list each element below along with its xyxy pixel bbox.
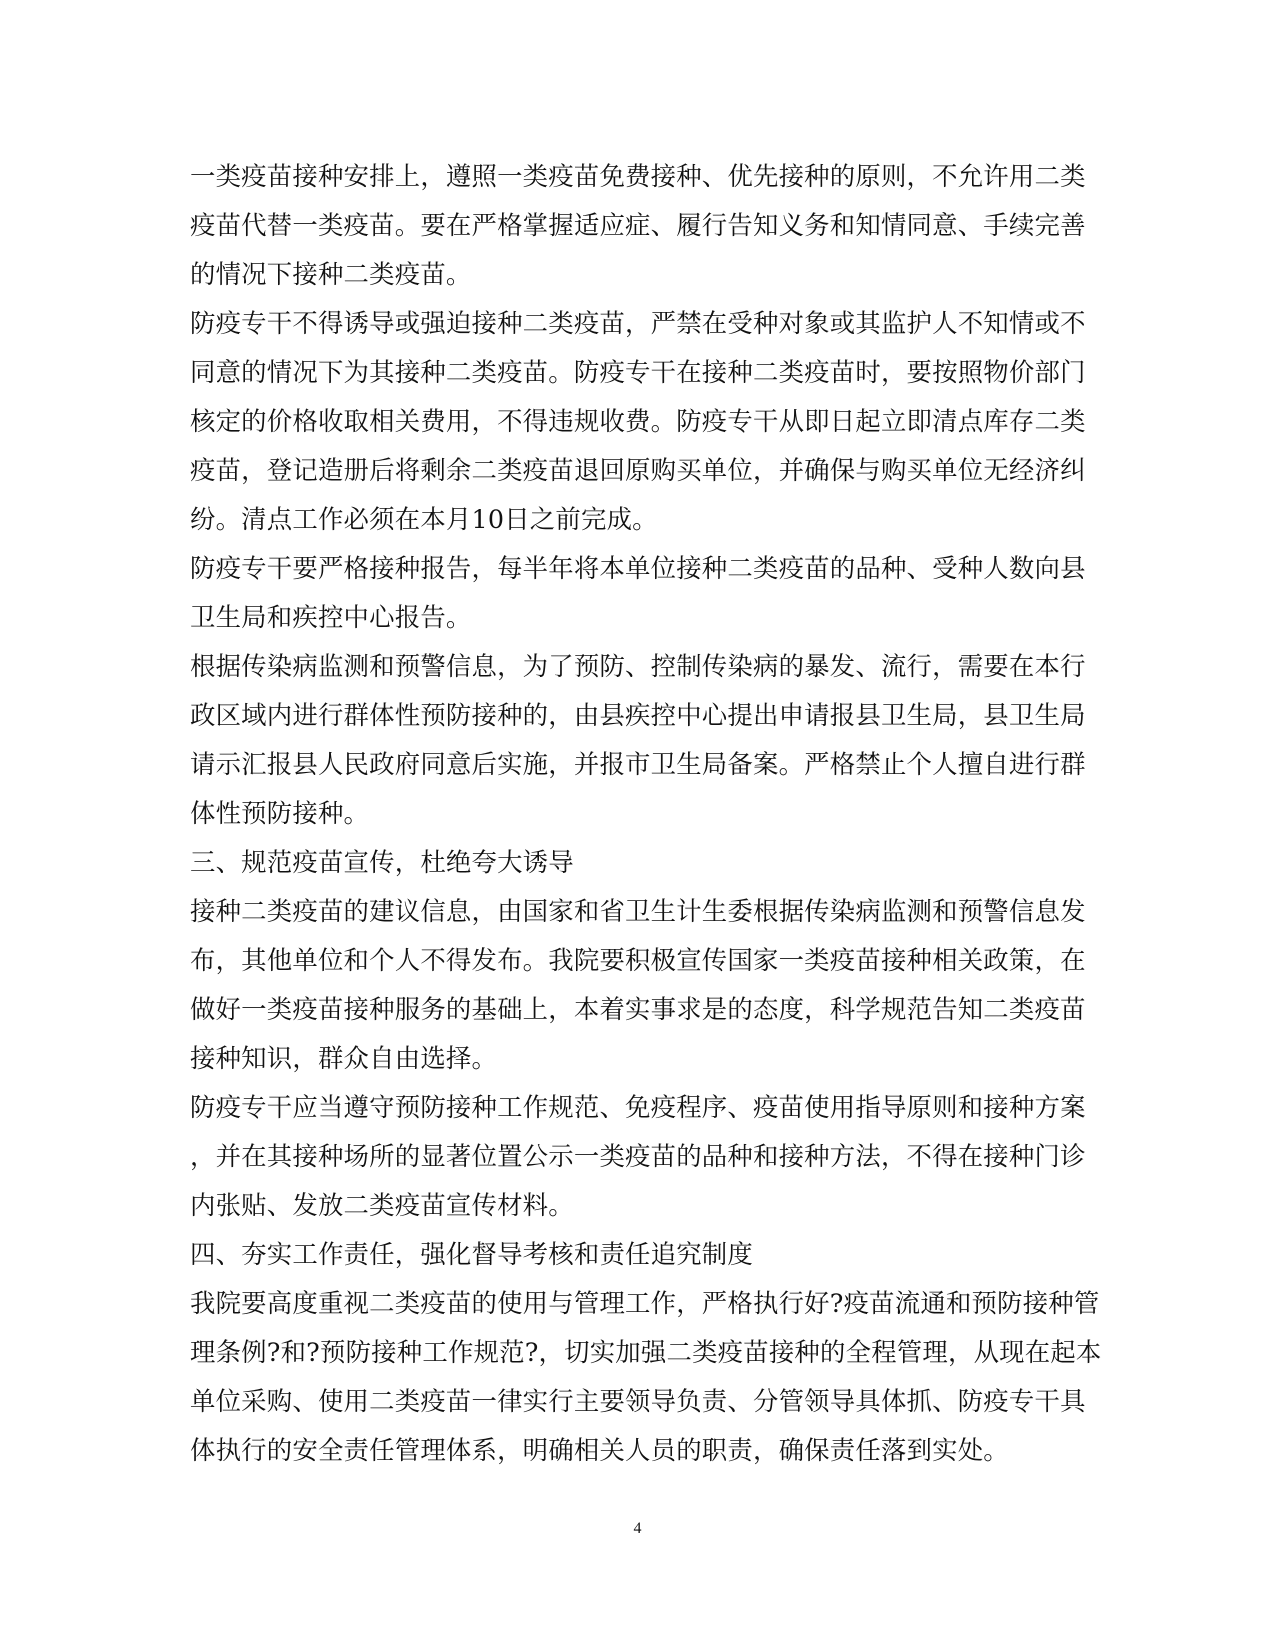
text-line: 防疫专干要严格接种报告，每半年将本单位接种二类疫苗的品种、受种人数向县 <box>190 553 1086 583</box>
text-line: 一类疫苗接种安排上，遵照一类疫苗免费接种、优先接种的原则，不允许用二类 <box>190 161 1086 191</box>
text-line: 防疫专干应当遵守预防接种工作规范、免疫程序、疫苗使用指导原则和接种方案 <box>190 1092 1086 1122</box>
text-line: 政区域内进行群体性预防接种的，由县疾控中心提出申请报县卫生局，县卫生局 <box>190 700 1086 730</box>
text-line: 同意的情况下为其接种二类疫苗。防疫专干在接种二类疫苗时，要按照物价部门 <box>190 357 1086 387</box>
text-line: 理条例?和?预防接种工作规范?，切实加强二类疫苗接种的全程管理，从现在起本 <box>190 1337 1102 1367</box>
text-line: 根据传染病监测和预警信息，为了预防、控制传染病的暴发、流行，需要在本行 <box>190 651 1086 681</box>
text-line: 接种知识，群众自由选择。 <box>190 1043 498 1073</box>
text-line: 请示汇报县人民政府同意后实施，并报市卫生局备案。严格禁止个人擅自进行群 <box>190 749 1086 779</box>
text-line: 疫苗代替一类疫苗。要在严格掌握适应症、履行告知义务和知情同意、手续完善 <box>190 210 1086 240</box>
page-number: 4 <box>633 1520 642 1537</box>
text-line: 卫生局和疾控中心报告。 <box>190 602 472 632</box>
text-line: 我院要高度重视二类疫苗的使用与管理工作，严格执行好?疫苗流通和预防接种管 <box>190 1288 1100 1318</box>
document-body <box>190 152 1102 1475</box>
text-line: 体执行的安全责任管理体系，明确相关人员的职责，确保责任落到实处。 <box>190 1435 1009 1465</box>
text-line: 疫苗，登记造册后将剩余二类疫苗退回原购买单位，并确保与购买单位无经济纠 <box>190 455 1086 485</box>
text-line: 纷。清点工作必须在本月10日之前完成。 <box>190 504 658 534</box>
text-line: 防疫专干不得诱导或强迫接种二类疫苗，严禁在受种对象或其监护人不知情或不 <box>190 308 1086 338</box>
section-heading: 四、夯实工作责任，强化督导考核和责任追究制度 <box>190 1239 753 1269</box>
text-line: 单位采购、使用二类疫苗一律实行主要领导负责、分管领导具体抓、防疫专干具 <box>190 1386 1086 1416</box>
text-line: ，并在其接种场所的显著位置公示一类疫苗的品种和接种方法，不得在接种门诊 <box>190 1141 1086 1171</box>
text-line: 内张贴、发放二类疫苗宣传材料。 <box>190 1190 574 1220</box>
text-line: 的情况下接种二类疫苗。 <box>190 259 472 289</box>
text-line: 体性预防接种。 <box>190 798 370 828</box>
section-heading: 三、规范疫苗宣传，杜绝夸大诱导 <box>190 847 574 877</box>
text-line: 做好一类疫苗接种服务的基础上，本着实事求是的态度，科学规范告知二类疫苗 <box>190 994 1086 1024</box>
text-line: 接种二类疫苗的建议信息，由国家和省卫生计生委根据传染病监测和预警信息发 <box>190 896 1086 926</box>
text-line: 布，其他单位和个人不得发布。我院要积极宣传国家一类疫苗接种相关政策，在 <box>190 945 1086 975</box>
text-line: 核定的价格收取相关费用，不得违规收费。防疫专干从即日起立即清点库存二类 <box>190 406 1086 436</box>
